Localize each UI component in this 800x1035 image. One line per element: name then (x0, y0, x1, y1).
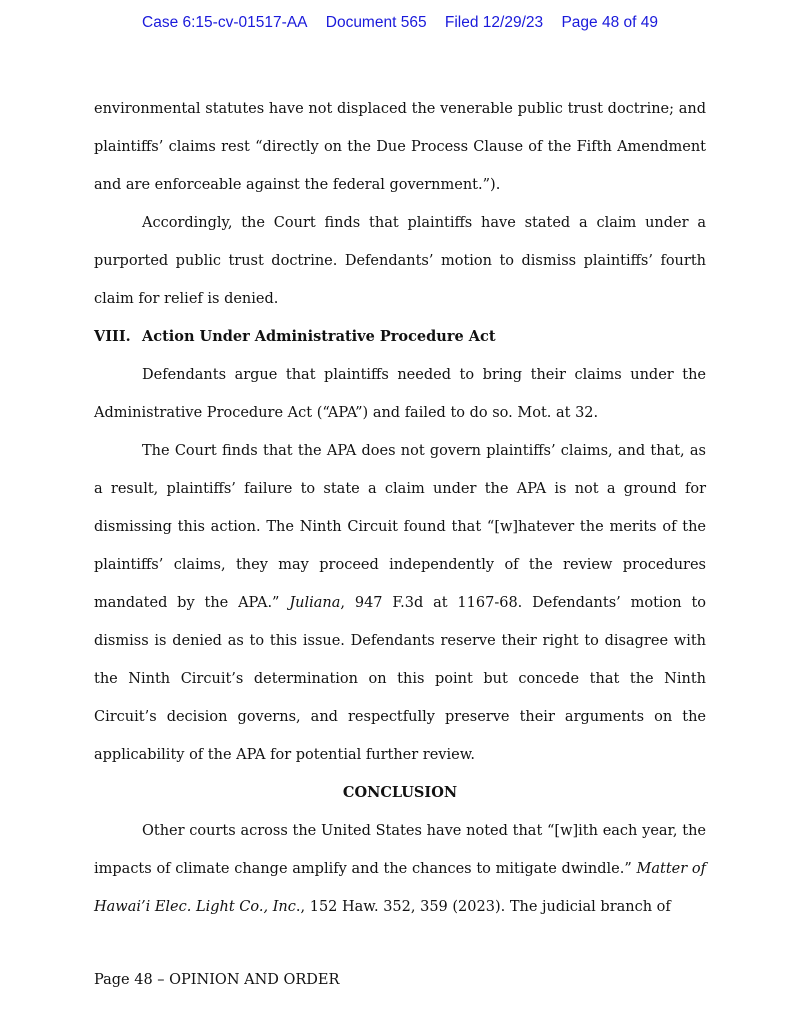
section-heading (94, 318, 706, 356)
section-number: VIII. (94, 328, 131, 345)
apa-ruling-text-continued: , 947 F.3d at 1167-68. Defendants’ motion to dismiss is denied as to this issue. Defendants reserve their right to disagree with the Ninth Circuit’s determination on this point but concede that the Ninth Circuit’s decision governs, and respectfully preserve their arguments on the applicability of the APA for potential further review. (94, 595, 706, 763)
opinion-body (94, 90, 706, 926)
case-header (0, 14, 800, 32)
paragraph-defendants-argument: Defendants argue that plaintiffs needed to bring their claims under the Administrative Procedure Act (“APA”) and failed to do so. Mot. at 32. (94, 367, 706, 421)
case-number: Case 6:15-cv-01517-AA (142, 14, 308, 31)
conclusion-text-continued: ., 152 Haw. 352, 359 (2023). The judicial branch of (295, 899, 671, 915)
paragraph-apa-ruling (94, 432, 706, 774)
page-count: Page 48 of 49 (561, 14, 658, 31)
paragraph-public-trust-ruling: Accordingly, the Court finds that plaintiffs have stated a claim under a purported public trust doctrine. Defendants’ motion to dismiss plaintiffs’ fourth claim for relief is denied. (94, 215, 706, 307)
case-citation-hawaii: Matter of Hawai’i Elec. Light Co., Inc (94, 861, 707, 915)
section-title: Action Under Administrative Procedure Act (142, 328, 496, 345)
case-citation-juliana: Juliana (289, 595, 341, 611)
filed-date: Filed 12/29/23 (444, 14, 544, 31)
conclusion-text: Other courts across the United States have noted that “[w]ith each year, the impacts of climate change amplify and the chances to mitigate dwindle.” (94, 823, 706, 877)
page-footer: Page 48 – OPINION AND ORDER (94, 972, 340, 988)
conclusion-heading: CONCLUSION (342, 784, 458, 801)
paragraph-continuation: environmental statutes have not displaced the venerable public trust doctrine; and plaintiffs’ claims rest “directly on the Due Process Clause of the Fifth Amendment and are enforceable against the federal government.”). (94, 101, 706, 193)
document-number: Document 565 (325, 14, 427, 31)
paragraph-conclusion (94, 812, 706, 926)
apa-ruling-text: The Court finds that the APA does not govern plaintiffs’ claims, and that, as a result, plaintiffs’ failure to state a claim under the APA is not a ground for dismissing this action. The Ninth Circuit found that “[w]hatever the merits of the plaintiffs’ claims, they may proceed independently of the review procedures mandated by the APA.” (94, 443, 706, 611)
